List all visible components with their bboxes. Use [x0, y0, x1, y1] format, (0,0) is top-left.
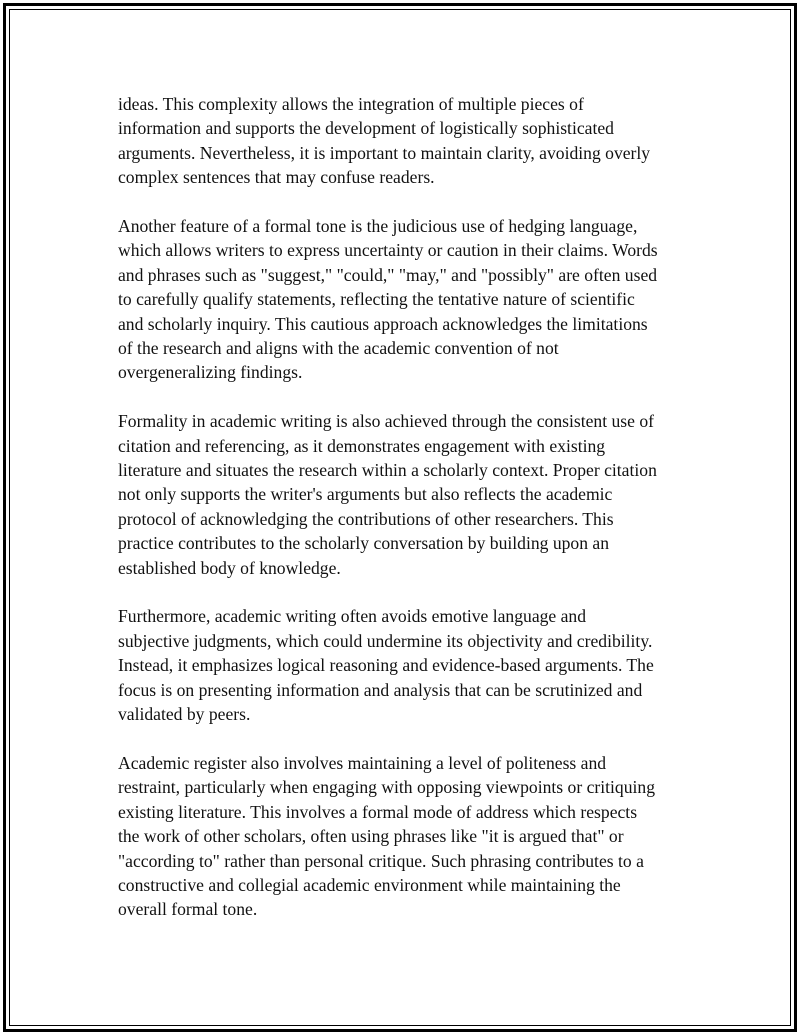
paragraph-1: ideas. This complexity allows the integration of multiple pieces of information and supports the development of logistically sophisticated arguments. Nevertheless, it is important to maintain clarity, avoiding overly complex sentences that may confuse readers. — [118, 94, 651, 188]
paragraph-5: Academic register also involves maintaining a level of politeness and restraint, particularly when engaging with opposing viewpoints or critiquing existing literature. This involves a formal mode of address which respects the work of other scholars, often using phrases like "it is argued that" or "according to" rather than personal critique. Such phrasing contributes to a constructive and collegial academic environment while maintaining the overall formal tone. — [118, 752, 655, 920]
document-body — [118, 92, 698, 922]
paragraph-3: Formality in academic writing is also achieved through the consistent use of citation and referencing, as it demonstrates engagement with existing literature and situates the research within a scholarly context. Proper citation not only supports the writer's arguments but also reflects the academic protocol of acknowledging the contributions of other researchers. This practice contributes to the scholarly conversation by building upon an established body of knowledge. — [118, 411, 657, 578]
paragraph-2: Another feature of a formal tone is the judicious use of hedging language, which allows writers to express uncertainty or caution in their claims. Words and phrases such as "suggest," "could," "may," and "possibly" are often used to carefully qualify statements, reflecting the tentative nature of scientific and scholarly inquiry. This cautious approach acknowledges the limitations of the research and aligns with the academic convention of not overgeneralizing findings. — [118, 216, 658, 383]
paragraph-4: Furthermore, academic writing often avoids emotive language and subjective judgments, which could undermine its objectivity and credibility. Instead, it emphasizes logical reasoning and evidence-based arguments. The focus is on presenting information and analysis that can be scrutinized and validated by peers. — [118, 606, 654, 725]
